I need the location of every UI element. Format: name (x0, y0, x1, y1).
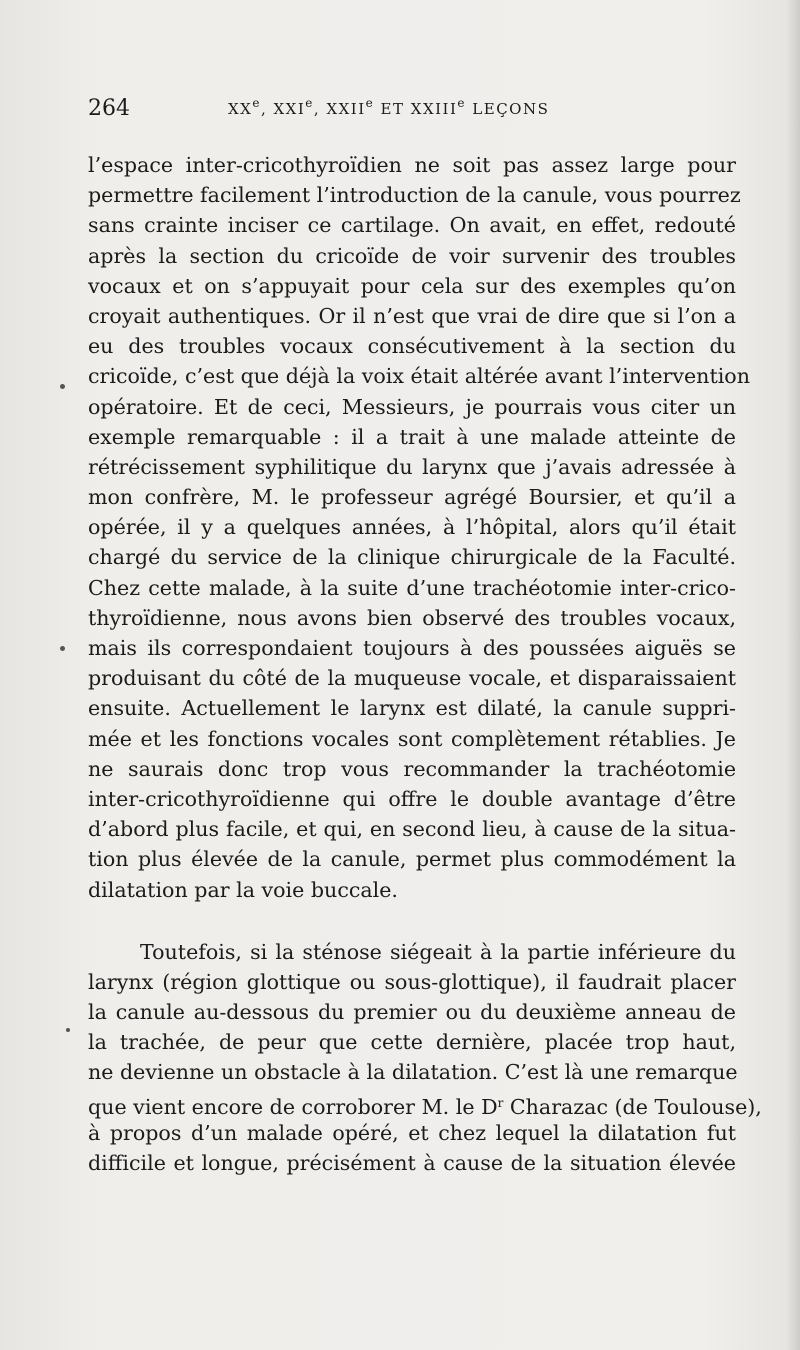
margin-speck (60, 384, 65, 389)
margin-speck (66, 1028, 70, 1032)
page-number: 264 (88, 96, 130, 121)
text-line: croyait authentiques. Or il n’est que vrai de dire que si l’on a (88, 303, 736, 328)
text-line: Chez cette malade, à la suite d’une trachéotomie inter-crico- (88, 575, 736, 600)
text-line: d’abord plus facile, et qui, en second lieu, à cause de la situa- (88, 817, 736, 842)
text-line: ne devienne un obstacle à la dilatation. C’est là une remarque (88, 1060, 738, 1085)
text-line: produisant du côté de la muqueuse vocale, et disparaissaient (88, 666, 736, 691)
body-text (88, 150, 762, 1178)
text-line: à propos d’un malade opéré, et chez lequel la dilatation fut (88, 1120, 736, 1145)
paragraph-2 (88, 937, 762, 1179)
text-line: opératoire. Et de ceci, Messieurs, je pourrais vous citer un (88, 394, 736, 419)
text-line: la canule au-dessous du premier ou du deuxième anneau de (88, 1000, 736, 1025)
text-line: vocaux et on s’appuyait pour cela sur des exemples qu’on (88, 273, 736, 298)
text-line: l’espace inter-cricothyroïdien ne soit pas assez large pour (88, 153, 736, 177)
text-line: mée et les fonctions vocales sont complètement rétablies. Je (88, 726, 736, 751)
page-edge-shadow (786, 0, 800, 1350)
paragraph-gap (88, 905, 736, 937)
text-line: opérée, il y a quelques années, à l’hôpital, alors qu’il était (88, 515, 736, 540)
text-line: tion plus élevée de la canule, permet plus commodément la (88, 847, 736, 872)
text-line: Toutefois, si la sténose siégeait à la partie inférieure du (140, 939, 736, 964)
text-line: inter-cricothyroïdienne qui offre le double avantage d’être (88, 786, 736, 811)
paragraph-1 (88, 150, 750, 905)
text-line: cricoïde, c’est que déjà la voix était altérée avant l’intervention (88, 364, 750, 389)
text-line: exemple remarquable : il a trait à une malade atteinte de (88, 424, 736, 449)
text-line: chargé du service de la clinique chirurgicale de la Faculté. (88, 545, 736, 570)
text-line: ne saurais donc trop vous recommander la trachéotomie (88, 756, 736, 781)
text-line: dilatation par la voie buccale. (88, 877, 398, 902)
text-line: mon confrère, M. le professeur agrégé Boursier, et qu’il a (88, 485, 736, 510)
margin-speck (60, 646, 65, 651)
text-line: que vient encore de corroborer M. le $D^r$ Charazac (de Toulouse), (88, 1094, 762, 1119)
text-line: difficile et longue, précisément à cause de la situation élevée (88, 1151, 736, 1175)
text-line: rétrécissement syphilitique du larynx que j’avais adressée à (88, 454, 736, 479)
text-line: larynx (région glottique ou sous-glottique), il faudrait placer (88, 969, 736, 994)
text-line: thyroïdienne, nous avons bien observé des troubles vocaux, (88, 605, 736, 630)
text-line: mais ils correspondaient toujours à des poussées aiguës se (88, 636, 736, 660)
text-line: sans crainte inciser ce cartilage. On avait, en effet, redouté (88, 213, 736, 238)
text-line: la trachée, de peur que cette dernière, placée trop haut, (88, 1030, 736, 1055)
text-line: ensuite. Actuellement le larynx est dilaté, la canule suppri- (88, 696, 736, 721)
text-line: eu des troubles vocaux consécutivement à la section du (88, 334, 736, 359)
text-line: permettre facilement l’introduction de la canule, vous pourrez (88, 183, 741, 208)
page-header (88, 96, 736, 126)
running-title: XXe, XXIe, XXIIe ET XXIIIe LEÇONS (228, 96, 550, 118)
text-line: après la section du cricoïde de voir survenir des troubles (88, 243, 736, 268)
